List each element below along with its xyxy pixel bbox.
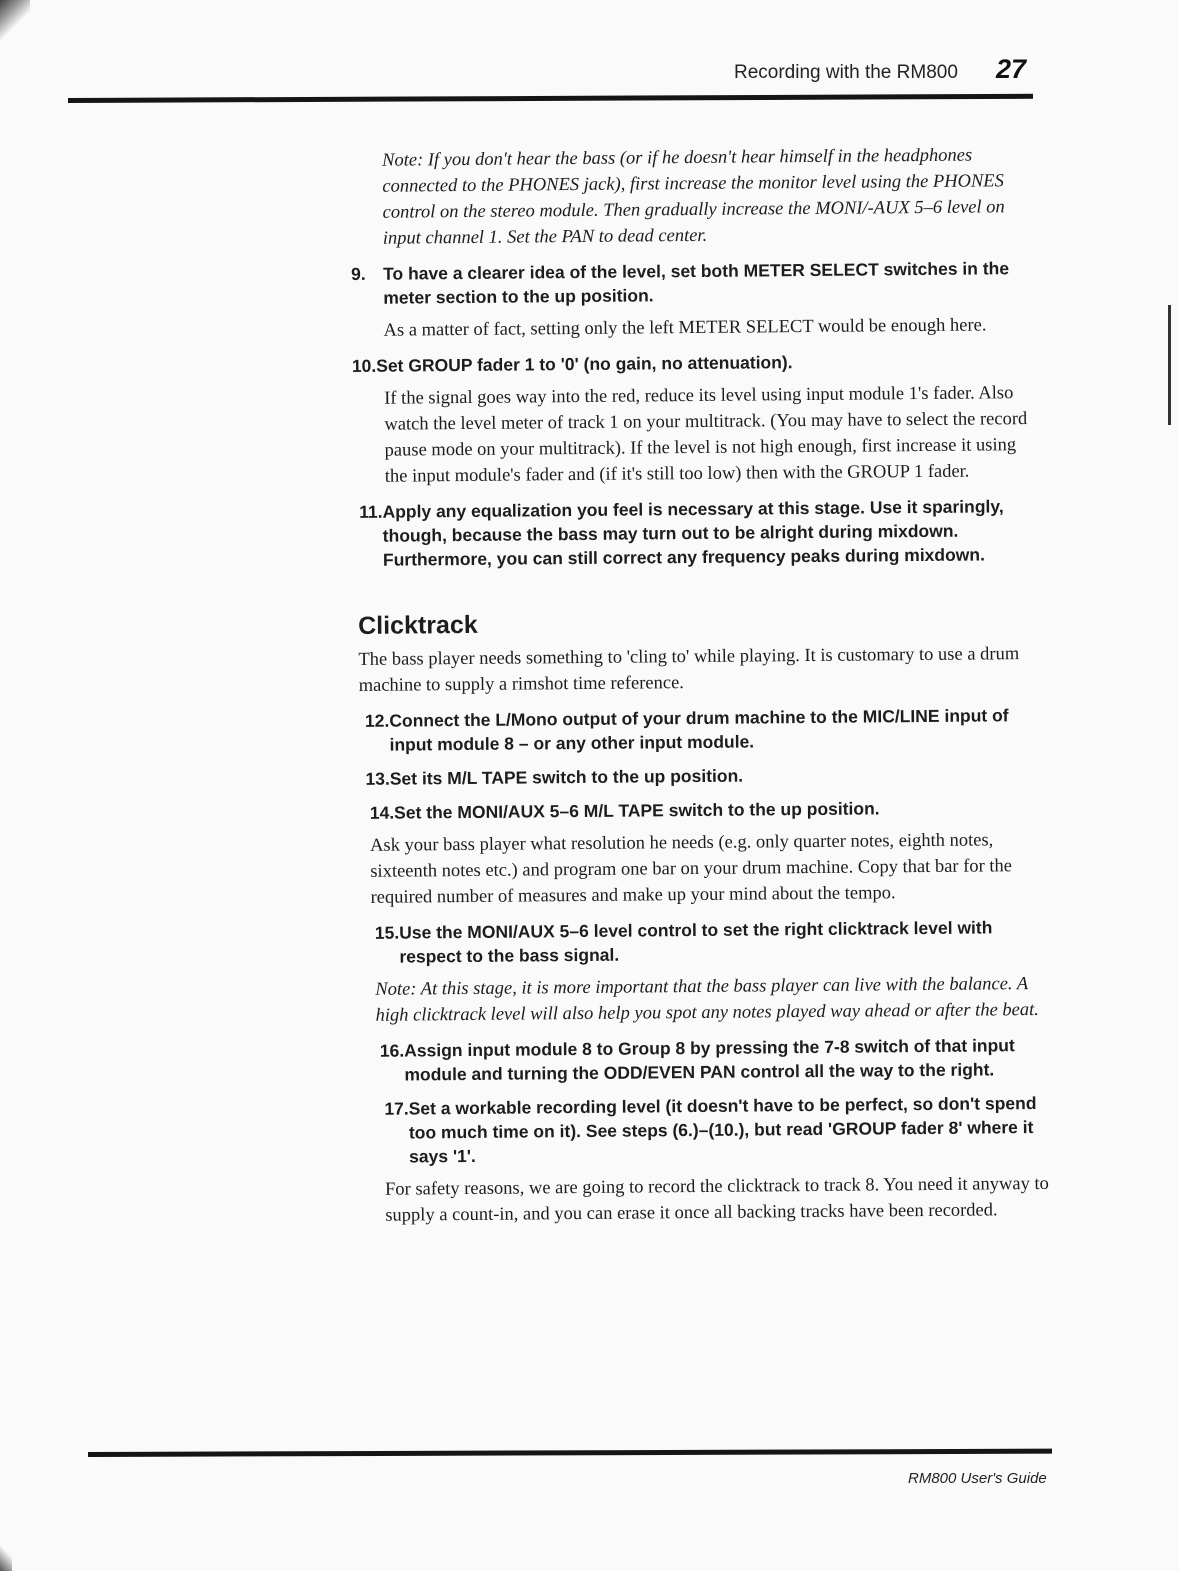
page-number: 27 [996,54,1027,84]
step-13 [365,761,1045,791]
step-heading: To have a clearer idea of the level, set both METER SELECT switches in the meter section to the up position. [383,258,1010,308]
step-16 [380,1033,1048,1087]
step-number: 9. [351,263,366,284]
step-number: 17. [384,1098,409,1119]
section-intro: The bass player needs something to 'cling to' while playing. It is customary to use a drum machine to supply a rimshot time reference. [358,644,1020,696]
page-content [350,142,1049,1229]
step-heading: Set its M/L TAPE switch to the up position. [389,765,744,789]
step-body: As a matter of fact, setting only the left METER SELECT would be enough here. [383,315,987,341]
footer-guide-title: RM800 User's Guide [908,1470,1047,1487]
step-11 [359,494,1044,572]
note-paragraph: Note: At this stage, it is more important that the bass player can live with the balance. A high clicktrack level will also help you spot any notes played way ahead or after the beat. [375,974,1039,1026]
note-paragraph: Note: If you don't hear the bass (or if he doesn't hear himself in the headphones connected to the PHONES jack), first increase the monitor level using the PHONES control on the stereo module. Then gradually increase the MONI/-AUX 5–6 level on input channel 1. Set the PAN to dead center. [382,145,1005,249]
step-15 [375,915,1047,969]
step-17 [384,1091,1049,1169]
header-rule [68,94,1033,103]
step-number: 16. [379,1040,405,1061]
step-number: 12. [364,710,390,731]
running-header: Recording with the RM800 [734,62,958,83]
step-heading: Set a workable recording level (it doesn't have to be perfect, so don't spend too much time on it). See steps (6.)–(10.), but read 'GROUP fader 8' where it says '1'. [408,1093,1037,1167]
step-number: 13. [365,768,390,789]
step-heading: Set GROUP fader 1 to '0' (no gain, no attenuation). [376,352,793,376]
step-9 [351,256,1041,310]
step-heading: Use the MONI/AUX 5–6 level control to set the right clicktrack level with respect to the bass signal. [399,917,993,967]
step-number: 10. [351,355,377,376]
margin-bar [1168,305,1171,425]
footer-rule [88,1449,1052,1457]
step-number: 15. [374,922,400,943]
scan-corner-mark-bottom [0,1545,12,1571]
step-14 [370,795,1046,825]
step-heading: Assign input module 8 to Group 8 by pressing the 7-8 switch of that input module and turning the ODD/EVEN PAN control all the way to the right. [404,1035,1015,1085]
step-10 [352,348,1042,378]
step-body: For safety reasons, we are going to record the clicktrack to track 8. You need it anyway to supply a count-in, and you can erase it once all backing tracks have been recorded. [385,1173,1049,1226]
step-heading: Connect the L/Mono output of your drum machine to the MIC/LINE input of input module 8 – or any other input module. [389,705,1009,755]
scan-corner-mark [0,0,30,40]
step-heading: Apply any equalization you feel is necessary at this stage. Use it sparingly, though, because the bass may turn out to be alright during mixdown. Furthermore, you can still correct any frequency peaks during mixdown. [382,496,1004,570]
step-body: Ask your bass player what resolution he needs (e.g. only quarter notes, eighth notes, sixteenth notes etc.) and program one bar on your drum machine. Copy that bar for the required number of measures and make up your mind about the tempo. [370,830,1013,908]
section-title: Clicktrack [358,610,478,640]
step-body: If the signal goes way into the red, reduce its level using input module 1's fader. Also watch the level meter of track 1 on your multitrack. (You may have to select the record pause mode on your multitrack). If the level is not high enough, first increase it using the input module's fader and (if it's still too low) then with the GROUP 1 fader. [384,383,1028,487]
step-heading: Set the MONI/AUX 5–6 M/L TAPE switch to the up position. [394,798,880,823]
step-12 [365,703,1045,757]
step-number: 11. [359,501,383,522]
step-number: 14. [369,802,395,823]
